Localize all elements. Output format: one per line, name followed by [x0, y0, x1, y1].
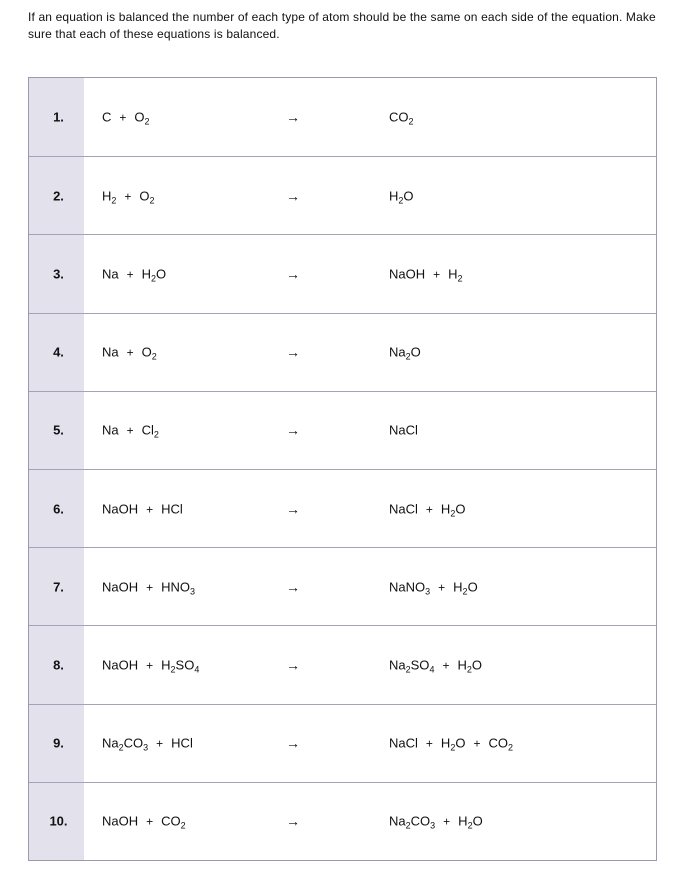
reactants-term-1: $H_2$ [102, 188, 117, 206]
instructions-text: If an equation is balanced the number of each type of atom should be the same on each side of the equation. Make sure that each of these equations is balanced. [28, 10, 656, 41]
reactants-term-2: $H_2O$ [141, 266, 167, 284]
reactants [102, 736, 193, 751]
reactants [102, 423, 159, 438]
products [389, 814, 483, 829]
reactants-term-2: $CO_2$ [161, 813, 186, 831]
plus-sign: + [438, 580, 446, 595]
equation-row [29, 234, 656, 312]
products [389, 345, 421, 360]
reactants [102, 345, 157, 360]
equation-number: 3. [53, 266, 64, 282]
reactants-term-2: $O_2$ [134, 109, 150, 127]
equation-number: 4. [53, 344, 64, 360]
equation-row [29, 313, 656, 391]
products-term-2: $H_2O$ [453, 579, 478, 597]
products [389, 266, 463, 284]
plus-sign: + [425, 502, 433, 517]
equation-number: 7. [53, 579, 64, 595]
products-term-1: $CO_2$ [389, 109, 414, 127]
products-term-1: NaCl [389, 422, 418, 438]
right-arrow-icon: → [286, 265, 300, 282]
reactants-term-2: $Cl_2$ [141, 422, 159, 440]
plus-sign: + [126, 267, 134, 282]
reactants-term-1: Na [102, 422, 119, 438]
right-arrow-icon: → [286, 656, 300, 673]
plus-sign: + [126, 345, 134, 360]
products-term-1: NaCl [389, 501, 418, 517]
plus-sign: + [146, 658, 154, 673]
equation-number: 5. [53, 422, 64, 438]
products [389, 110, 414, 125]
reactants-term-1: Na [102, 344, 119, 360]
products-term-1: NaNO$_3$ [389, 579, 431, 597]
plus-sign: + [146, 814, 154, 829]
products-term-1: $H_2O$ [389, 188, 414, 206]
equation-number: 10. [49, 813, 68, 829]
products-term-2: $H_2O$ [440, 501, 466, 519]
equation-number: 9. [53, 735, 64, 751]
plus-sign: + [156, 736, 164, 751]
equation-number: 1. [53, 109, 64, 125]
plus-sign: + [126, 423, 134, 438]
products [389, 736, 513, 751]
reactants-term-2: $H_2SO_4$ [161, 657, 200, 675]
reactants-term-2: $HNO_3$ [161, 579, 196, 597]
equation-row [29, 391, 656, 469]
products-term-2: $H_2O$ [458, 813, 483, 831]
equation-row [29, 78, 656, 156]
reactants-term-2: $O_2$ [141, 344, 157, 362]
equation-number: 2. [53, 188, 64, 204]
products [389, 579, 478, 597]
products [389, 657, 482, 675]
plus-sign: + [425, 736, 433, 751]
reactants-term-1: C [102, 109, 112, 125]
plus-sign: + [146, 502, 154, 517]
equation-row [29, 156, 656, 234]
equation-row [29, 782, 656, 860]
reactants [102, 110, 150, 125]
equation-row [29, 547, 656, 625]
equation-row [29, 625, 656, 703]
equations-table [28, 77, 657, 861]
products-term-1: $Na_2CO_3$ [389, 813, 436, 831]
plus-sign: + [119, 110, 127, 125]
equation-number: 8. [53, 657, 64, 673]
products-term-2: $H_2O$ [440, 735, 466, 753]
products-term-2: $H_2O$ [457, 657, 482, 675]
reactants-term-2: $O_2$ [139, 188, 155, 206]
plus-sign: + [442, 658, 450, 673]
plus-sign: + [443, 814, 451, 829]
products [389, 188, 414, 206]
reactants-term-1: $Na_2CO_3$ [102, 735, 149, 753]
right-arrow-icon: → [286, 344, 300, 361]
products-term-1: $Na_2SO_4$ [389, 657, 435, 675]
products-term-1: NaOH [389, 266, 426, 282]
reactants [102, 657, 200, 675]
equation-number: 6. [53, 501, 64, 517]
right-arrow-icon: → [286, 578, 300, 595]
right-arrow-icon: → [286, 422, 300, 439]
reactants-term-2: HCl [161, 501, 183, 517]
plus-sign: + [433, 267, 441, 282]
equation-row [29, 704, 656, 782]
plus-sign: + [473, 736, 481, 751]
products [389, 423, 418, 438]
reactants-term-2: HCl [171, 735, 193, 751]
plus-sign: + [124, 189, 132, 204]
reactants [102, 579, 196, 597]
reactants [102, 188, 155, 206]
products [389, 501, 466, 519]
reactants-term-1: NaOH [102, 657, 139, 673]
products-term-1: NaCl [389, 735, 418, 751]
products-term-3: $CO_2$ [488, 735, 513, 753]
products-term-1: $Na_2O$ [389, 344, 421, 362]
reactants-term-1: Na [102, 266, 119, 282]
reactants [102, 814, 186, 829]
reactants [102, 501, 183, 516]
right-arrow-icon: → [286, 735, 300, 752]
products-term-2: $H_2$ [448, 266, 463, 284]
right-arrow-icon: → [286, 109, 300, 126]
right-arrow-icon: → [286, 187, 300, 204]
reactants-term-1: NaOH [102, 501, 139, 517]
equation-row [29, 469, 656, 547]
reactants [102, 266, 167, 284]
right-arrow-icon: → [286, 500, 300, 517]
plus-sign: + [146, 580, 154, 595]
reactants-term-1: NaOH [102, 813, 139, 829]
right-arrow-icon: → [286, 813, 300, 830]
reactants-term-1: NaOH [102, 579, 139, 595]
